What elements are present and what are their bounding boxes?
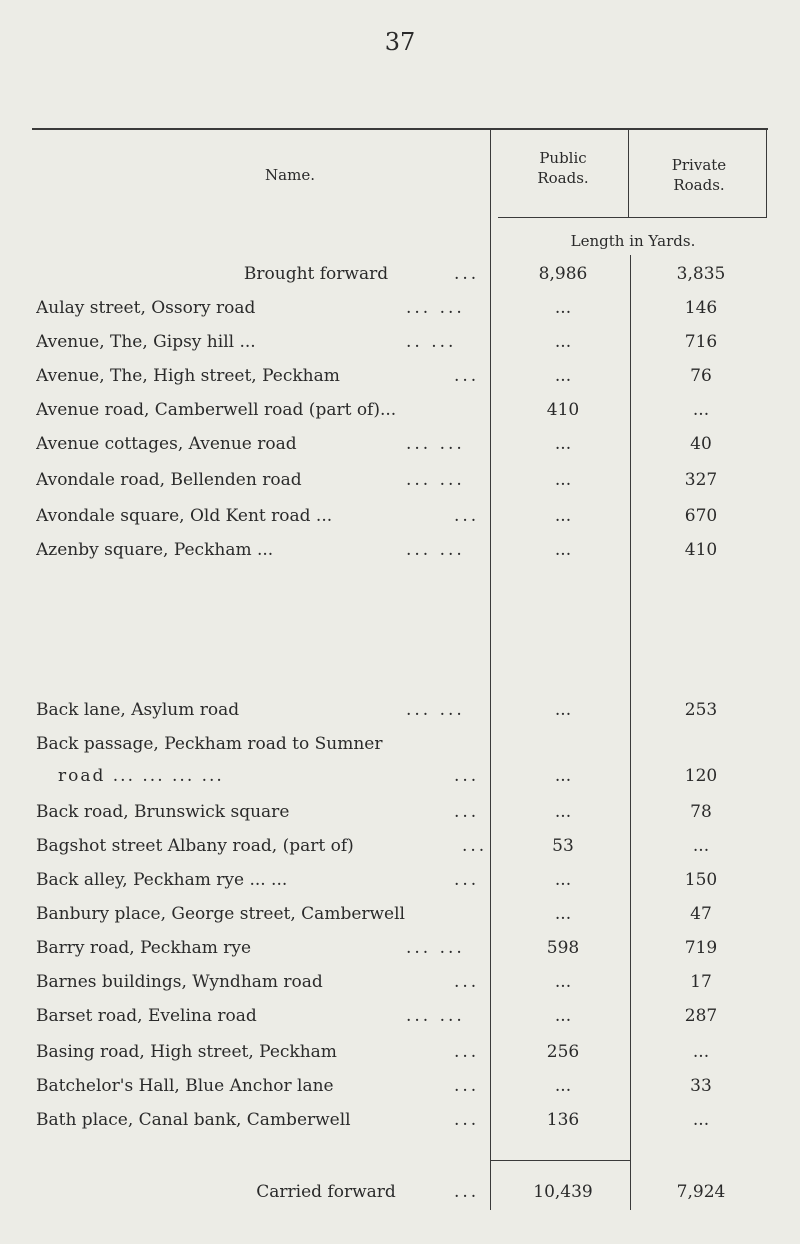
page-number: 37 — [384, 28, 416, 56]
private-value: 410 — [684, 540, 718, 560]
public-value: ... — [554, 434, 572, 454]
public-value: ... — [554, 332, 572, 352]
leader-dots: ... ... — [406, 434, 465, 454]
road-name: Avenue, The, High street, Peckham — [36, 366, 340, 386]
public-value: 598 — [546, 938, 580, 958]
road-name: Bath place, Canal bank, Camberwell — [36, 1110, 351, 1130]
bottom-subrule — [490, 1160, 630, 1161]
private-value: 17 — [690, 972, 712, 992]
private-value: ... — [692, 1110, 710, 1130]
header-name: Name. — [265, 166, 315, 184]
private-value: ... — [692, 1042, 710, 1062]
table-row — [36, 700, 766, 730]
private-value: 146 — [684, 298, 718, 318]
leader-dots: ... — [454, 766, 480, 786]
public-value: ... — [554, 366, 572, 386]
brought-forward-label: Brought forward — [243, 264, 389, 284]
brought-forward-row — [36, 264, 766, 294]
private-value: 287 — [684, 1006, 718, 1026]
private-value: 150 — [684, 870, 718, 890]
private-value: 327 — [684, 470, 718, 490]
public-value: 8,986 — [538, 264, 588, 284]
public-value: ... — [554, 298, 572, 318]
leader-dots: ... — [454, 1042, 480, 1062]
public-value: 410 — [546, 400, 580, 420]
table-row — [36, 1076, 766, 1106]
road-name: Banbury place, George street, Camberwell — [36, 904, 405, 924]
table-row — [36, 734, 766, 764]
public-value: ... — [554, 904, 572, 924]
column-divider-right — [766, 130, 767, 218]
private-value: 76 — [690, 366, 712, 386]
public-value: ... — [554, 1076, 572, 1096]
road-name: Back passage, Peckham road to Sumner — [36, 734, 383, 754]
road-name: road ... ... ... ... — [58, 766, 224, 786]
public-value: ... — [554, 766, 572, 786]
leader-dots: ... ... — [406, 1006, 465, 1026]
leader-dots: .. ... — [406, 332, 457, 352]
road-name: Aulay street, Ossory road — [36, 298, 256, 318]
leader-dots: ... — [454, 1076, 480, 1096]
leader-dots: ... ... — [406, 938, 465, 958]
road-name: Avenue, The, Gipsy hill ... — [36, 332, 256, 352]
road-name: Basing road, High street, Peckham — [36, 1042, 337, 1062]
table-row — [36, 904, 766, 934]
table-row — [36, 1006, 766, 1036]
table-row — [36, 836, 766, 866]
road-name: Batchelor's Hall, Blue Anchor lane — [36, 1076, 334, 1096]
leader-dots: ... — [454, 366, 480, 386]
public-value: ... — [554, 1006, 572, 1026]
public-value: ... — [554, 870, 572, 890]
table-row — [36, 1110, 766, 1140]
table-row — [36, 470, 766, 500]
public-value: ... — [554, 700, 572, 720]
leader-dots: ... — [454, 1110, 480, 1130]
road-name: Bagshot street Albany road, (part of) — [36, 836, 354, 856]
road-name: Barry road, Peckham rye — [36, 938, 252, 958]
road-name: Back lane, Asylum road — [36, 700, 240, 720]
private-value: 716 — [684, 332, 718, 352]
leader-dots: ... — [462, 836, 488, 856]
leader-dots: ... — [454, 802, 480, 822]
road-name: Avenue cottages, Avenue road — [36, 434, 297, 454]
private-value: 3,835 — [676, 264, 726, 284]
public-value: ... — [554, 540, 572, 560]
table-row — [36, 366, 766, 396]
table-row — [36, 1042, 766, 1072]
private-value: 670 — [684, 506, 718, 526]
table-row — [36, 298, 766, 328]
leader-dots: ... — [454, 870, 480, 890]
table-row — [36, 434, 766, 464]
public-value: ... — [554, 470, 572, 490]
road-name: Barnes buildings, Wyndham road — [36, 972, 323, 992]
private-value: ... — [692, 836, 710, 856]
carried-forward-label: Carried forward — [256, 1182, 396, 1202]
leader-dots: ... ... — [406, 540, 465, 560]
table-row — [36, 972, 766, 1002]
column-divider-mid-header — [628, 130, 629, 218]
table-row — [36, 870, 766, 900]
length-caption: Length in Yards. — [570, 232, 696, 250]
carried-forward-row — [36, 1182, 766, 1212]
private-value: 120 — [684, 766, 718, 786]
road-name: Avondale square, Old Kent road ... — [36, 506, 333, 526]
leader-dots: ... — [454, 1182, 480, 1202]
leader-dots: ... — [454, 506, 480, 526]
leader-dots: ... ... — [406, 298, 465, 318]
road-name: Avenue road, Camberwell road (part of)... — [36, 400, 397, 420]
header-private-roads: Private Roads. — [671, 156, 727, 194]
private-value: 78 — [690, 802, 712, 822]
leader-dots: ... ... — [406, 470, 465, 490]
private-value: 47 — [690, 904, 712, 924]
table-row — [36, 540, 766, 570]
private-value: 719 — [684, 938, 718, 958]
table-row — [36, 332, 766, 362]
leader-dots: ... ... — [406, 700, 465, 720]
private-value: ... — [692, 400, 710, 420]
private-value: 33 — [690, 1076, 712, 1096]
table-row — [36, 802, 766, 832]
header-subrule — [498, 217, 766, 218]
public-value: ... — [554, 802, 572, 822]
public-value: 256 — [546, 1042, 580, 1062]
public-value: ... — [554, 506, 572, 526]
road-name: Back road, Brunswick square — [36, 802, 290, 822]
road-name: Avondale road, Bellenden road — [36, 470, 302, 490]
road-name: Back alley, Peckham rye ... ... — [36, 870, 288, 890]
private-value: 40 — [690, 434, 712, 454]
road-name: Barset road, Evelina road — [36, 1006, 257, 1026]
public-value: 136 — [546, 1110, 580, 1130]
private-value: 253 — [684, 700, 718, 720]
table-row — [36, 400, 766, 430]
table-row — [36, 938, 766, 968]
leader-dots: ... — [454, 264, 480, 284]
table-top-rule — [32, 128, 768, 130]
leader-dots: ... — [454, 972, 480, 992]
table-row — [36, 506, 766, 536]
header-public-roads: Public Roads. — [537, 149, 589, 187]
public-value: 53 — [552, 836, 574, 856]
public-value: ... — [554, 972, 572, 992]
public-value: 10,439 — [533, 1182, 593, 1202]
table-row — [36, 766, 766, 796]
road-name: Azenby square, Peckham ... — [36, 540, 274, 560]
private-value: 7,924 — [676, 1182, 726, 1202]
